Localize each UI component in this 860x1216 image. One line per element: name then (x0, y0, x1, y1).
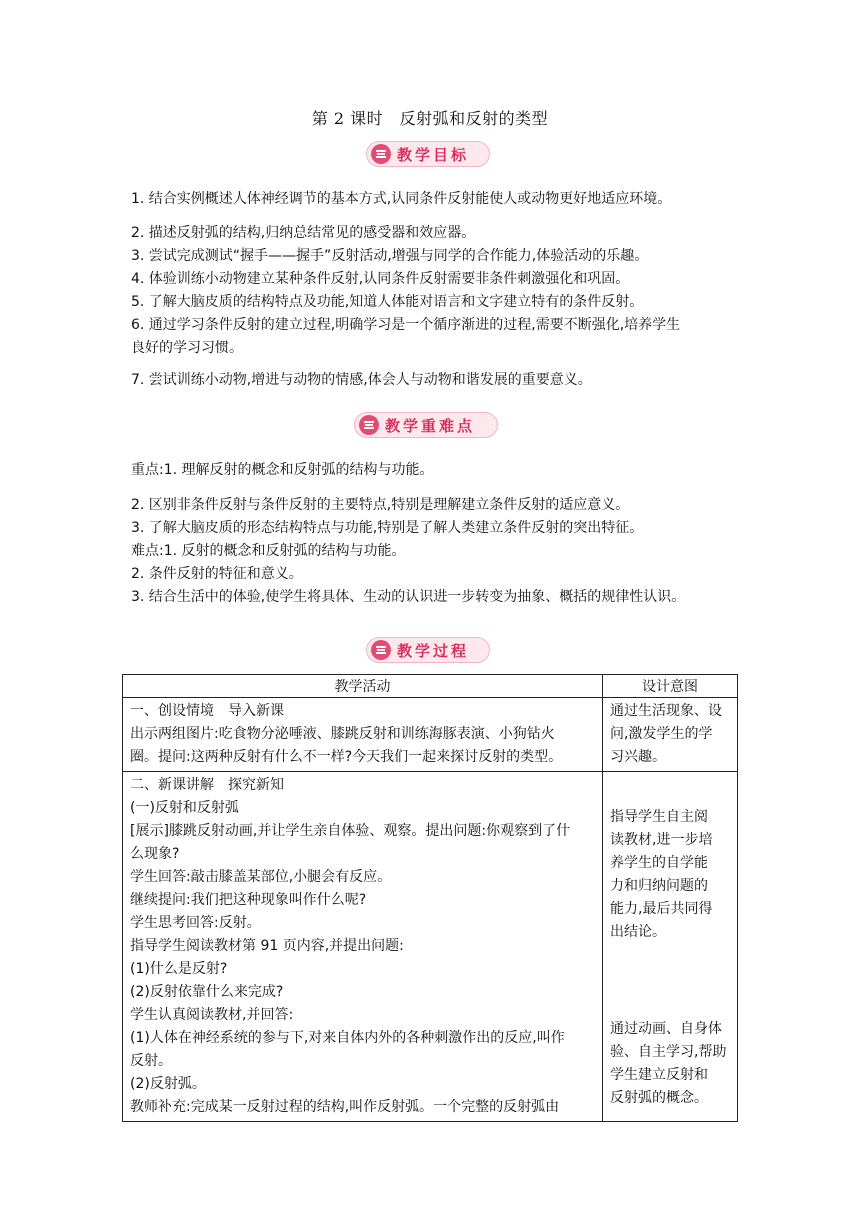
keypoint-line: 3. 结合生活中的体验,使学生将具体、生动的认识进一步转变为抽象、概括的规律性认识。 (131, 589, 686, 605)
section-title-keypoints: 教学重难点 (385, 416, 476, 435)
table-header-row (123, 675, 738, 698)
text-line: (一)反射和反射弧 (130, 800, 239, 816)
goal-line: 4. 体验训练小动物建立某种条件反射,认同条件反射需要非条件刺激强化和巩固。 (131, 271, 630, 287)
teaching-process-table (122, 674, 738, 1122)
book-stack-icon (371, 144, 391, 164)
text-line: 出结论。 (610, 924, 666, 940)
table-header-intent: 设计意图 (603, 675, 738, 698)
text-line: 通过生活现象、设 (610, 703, 722, 719)
text-line: 学生回答:敲击膝盖某部位,小腿会有反应。 (130, 869, 392, 885)
text-line: 圈。提问:这两种反射有什么不一样?今天我们一起来探讨反射的类型。 (130, 749, 563, 765)
text-line: 指导学生自主阅 (610, 809, 708, 825)
text-line: 通过动画、自身体 (610, 1021, 722, 1037)
goal-line: 3. 尝试完成测试“握手——握手”反射活动,增强与同学的合作能力,体验活动的乐趣。 (131, 248, 649, 264)
text-line: 二、新课讲解 探究新知 (130, 777, 284, 793)
goal-line: 6. 通过学习条件反射的建立过程,明确学习是一个循序渐进的过程,需要不断强化,培养学生 (131, 317, 681, 333)
goal-line: 7. 尝试训练小动物,增进与动物的情感,体会人与动物和谐发展的重要意义。 (131, 372, 592, 388)
table-row (123, 698, 738, 772)
book-stack-icon (359, 415, 379, 435)
activity-cell (123, 698, 603, 772)
text-line: 反射弧的概念。 (610, 1090, 708, 1106)
text-line: 力和归纳问题的 (610, 878, 708, 894)
text-line: 能力,最后共同得 (610, 901, 713, 917)
text-line: 学生建立反射和 (610, 1067, 708, 1083)
intent-cell (603, 698, 738, 772)
text-line: 验、自主学习,帮助 (610, 1044, 727, 1060)
goal-line: 5. 了解大脑皮质的结构特点及功能,知道人体能对语言和文字建立特有的条件反射。 (131, 294, 644, 310)
text-line: (1)什么是反射? (130, 961, 228, 977)
keypoint-line: 重点:1. 理解反射的概念和反射弧的结构与功能。 (131, 462, 434, 478)
section-badge-keypoints (354, 412, 498, 438)
section-badge-process (366, 637, 490, 663)
section-badge-goals (366, 141, 490, 167)
goal-line: 2. 描述反射弧的结构,归纳总结常见的感受器和效应器。 (131, 225, 476, 241)
text-line: 习兴趣。 (610, 749, 666, 765)
text-line: (2)反射依靠什么来完成? (130, 984, 284, 1000)
text-line: 反射。 (130, 1053, 172, 1069)
text-line: 读教材,进一步培 (610, 832, 713, 848)
keypoint-line: 3. 了解大脑皮质的形态结构特点与功能,特别是了解人类建立条件反射的突出特征。 (131, 520, 644, 536)
text-line: (1)人体在神经系统的参与下,对来自体内外的各种刺激作出的反应,叫作 (130, 1030, 565, 1046)
text-line: 么现象? (130, 846, 180, 862)
text-line: (2)反射弧。 (130, 1076, 206, 1092)
keypoint-line: 难点:1. 反射的概念和反射弧的结构与功能。 (131, 543, 406, 559)
table-header-activity: 教学活动 (123, 675, 603, 698)
section-title-process: 教学过程 (397, 641, 470, 660)
lesson-title: 第 2 课时 反射弧和反射的类型 (311, 109, 549, 128)
text-line: 指导学生阅读教材第 91 页内容,并提出问题: (130, 938, 404, 954)
goal-line: 良好的学习习惯。 (131, 340, 243, 356)
book-stack-icon (371, 640, 391, 660)
keypoint-line: 2. 区别非条件反射与条件反射的主要特点,特别是理解建立条件反射的适应意义。 (131, 497, 630, 513)
text-line: 学生认真阅读教材,并回答: (130, 1007, 294, 1023)
text-line: 养学生的自学能 (610, 855, 708, 871)
text-line: 一、创设情境 导入新课 (130, 703, 284, 719)
text-line: 教师补充:完成某一反射过程的结构,叫作反射弧。一个完整的反射弧由 (130, 1099, 560, 1115)
text-line: 继续提问:我们把这种现象叫作什么呢? (130, 892, 367, 908)
text-line: 问,激发学生的学 (610, 726, 713, 742)
activity-cell (123, 772, 603, 1122)
intent-cell (603, 772, 738, 1122)
text-line: [展示]膝跳反射动画,并让学生亲自体验、观察。提出问题:你观察到了什 (130, 823, 571, 839)
keypoint-line: 2. 条件反射的特征和意义。 (131, 566, 303, 582)
table-row (123, 772, 738, 1122)
section-title-goals: 教学目标 (397, 145, 470, 164)
text-line: 出示两组图片:吃食物分泌唾液、膝跳反射和训练海豚表演、小狗钻火 (130, 726, 555, 742)
text-line: 学生思考回答:反射。 (130, 915, 261, 931)
goal-line: 1. 结合实例概述人体神经调节的基本方式,认同条件反射能使人或动物更好地适应环境。 (131, 191, 672, 207)
